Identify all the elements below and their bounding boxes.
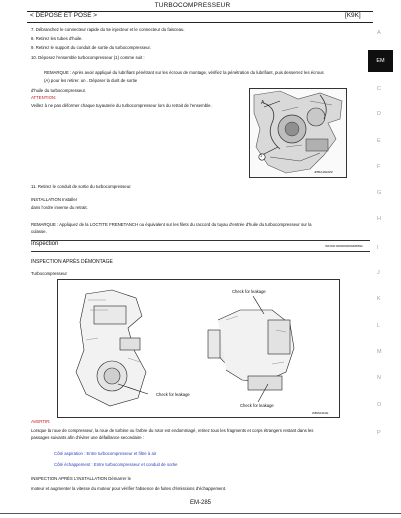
leakage-label-left: Check for leakage xyxy=(156,392,190,397)
warning-line-1: Lorsque la roue de compresseur, la roue de turbine ou l'arbre du rotor est endommagé, retirez tous les fragments et corps étrangers restant dans les xyxy=(31,428,314,433)
engine-code: [K9K] xyxy=(345,12,361,19)
attention-label: ATTENTION: xyxy=(31,95,57,100)
step-10: 10. Déposez l'ensemble turbocompresseur (1) comme suit : xyxy=(31,55,145,60)
install-line-2: dans l'ordre inverse du retrait. xyxy=(31,205,88,210)
turbo-removal-illustration xyxy=(250,89,346,177)
step-7: 7. Débranchez le connecteur rapide du 5e injecteur et le connecteur du faisceau. xyxy=(31,27,185,32)
leakage-label-bottom: Check for leakage xyxy=(240,403,274,408)
remark-1-line-1: REMARQUE : Après avoir appliqué du lubrifiant pénétrant sur les écrous de montage, vérifiez la pénétration du lubrifiant, puis desserrez les écrous xyxy=(44,70,324,75)
figure-turbo-removal xyxy=(249,88,347,178)
warning-line-2: passages suivants afin d'éviter une défaillance secondaire : xyxy=(31,435,145,440)
sidebar-tab-em[interactable]: EM xyxy=(368,50,393,72)
figure-code: JPBIA1602ZZ xyxy=(314,170,333,174)
figure-leakage-check xyxy=(57,279,340,418)
step-11: 11. Retirez le conduit de sortie du turbocompresseur. xyxy=(31,184,132,189)
page-title: TURBOCOMPRESSEUR xyxy=(154,2,231,9)
section-divider-bottom xyxy=(31,251,370,252)
inspection-heading: Inspection xyxy=(31,241,59,247)
leakage-figure-code: WBIA0410E xyxy=(312,411,329,415)
figure-label-a: A xyxy=(261,100,265,106)
section-label: < DEPOSE ET POSE > xyxy=(30,12,98,19)
sidebar-letter-a[interactable]: A xyxy=(377,30,381,36)
sidebar-letter-j[interactable]: J xyxy=(377,270,380,276)
sidebar-letter-p[interactable]: P xyxy=(377,430,381,436)
page-number: EM-285 xyxy=(189,500,211,506)
sidebar-letter-g[interactable]: G xyxy=(377,190,382,196)
sidebar-letter-h[interactable]: H xyxy=(377,216,381,222)
figure-label-1: 1 xyxy=(260,153,263,158)
exhaust-side[interactable]: Côté échappement : Entre turbocompresseur et conduit de sortie xyxy=(54,462,178,467)
leakage-label-top: Check for leakage xyxy=(232,289,266,294)
sidebar-letter-i[interactable]: I xyxy=(377,245,379,251)
remark-2-line-2: culasse. xyxy=(31,229,47,234)
sidebar-letter-k[interactable]: K xyxy=(377,296,381,302)
section-divider xyxy=(31,240,370,241)
sidebar-letter-e[interactable]: E xyxy=(377,138,381,144)
attention-text: Veillez à ne pas déformer chaque tuyauterie du turbocompresseur lors du retrait de l'ensemble. xyxy=(31,103,212,108)
step-8: 8. Retirez les tubes d'huile. xyxy=(31,36,83,41)
install-line-1: INSTALLATION Installer xyxy=(31,197,78,202)
remark-1-line-3: d'huile du turbocompresseur. xyxy=(31,88,87,93)
remark-2-line-1: REMARQUE : Appliquez de la LOCTITE FRENETANCH ou équivalent sur les filets du raccord du tuyau d'entrée d'huile du turbocompresseur sur la xyxy=(31,222,312,227)
after-install-line-2: moteur et augmenter la vitesse du moteur pour vérifier l'absence de fuites d'émissions d'échappement. xyxy=(31,486,227,491)
inspection-code: INFOID:0000000009488692 xyxy=(325,244,363,248)
sidebar-letter-n[interactable]: N xyxy=(377,375,381,381)
footer-rule xyxy=(0,513,401,514)
sidebar-letter-f[interactable]: F xyxy=(377,164,381,170)
sidebar-letter-o[interactable]: O xyxy=(377,402,382,408)
step-9: 9. Retirez le support du conduit de sortie du turbocompresseur. xyxy=(31,45,151,50)
warning-label: AVERTIR: xyxy=(31,419,51,424)
after-removal-heading: INSPECTION APRÈS DÉMONTAGE xyxy=(31,259,113,265)
sidebar-letter-m[interactable]: M xyxy=(377,349,382,355)
figure-caption: Turbocompresseur xyxy=(31,271,67,276)
sidebar-letter-d[interactable]: D xyxy=(377,111,381,117)
sidebar-letter-c[interactable]: C xyxy=(377,86,381,92)
sidebar-letter-l[interactable]: L xyxy=(377,323,381,329)
after-install-line-1: INSPECTION APRÈS L'INSTALLATION Démarrer le xyxy=(31,476,131,481)
intake-side[interactable]: Côté aspiration : Entre turbocompresseur et filtre à air xyxy=(54,451,157,456)
turbo-leakage-illustration xyxy=(58,280,339,417)
remark-1-line-2: (A) pour les retirer. un . Déposer la durit de sortie xyxy=(44,78,138,83)
